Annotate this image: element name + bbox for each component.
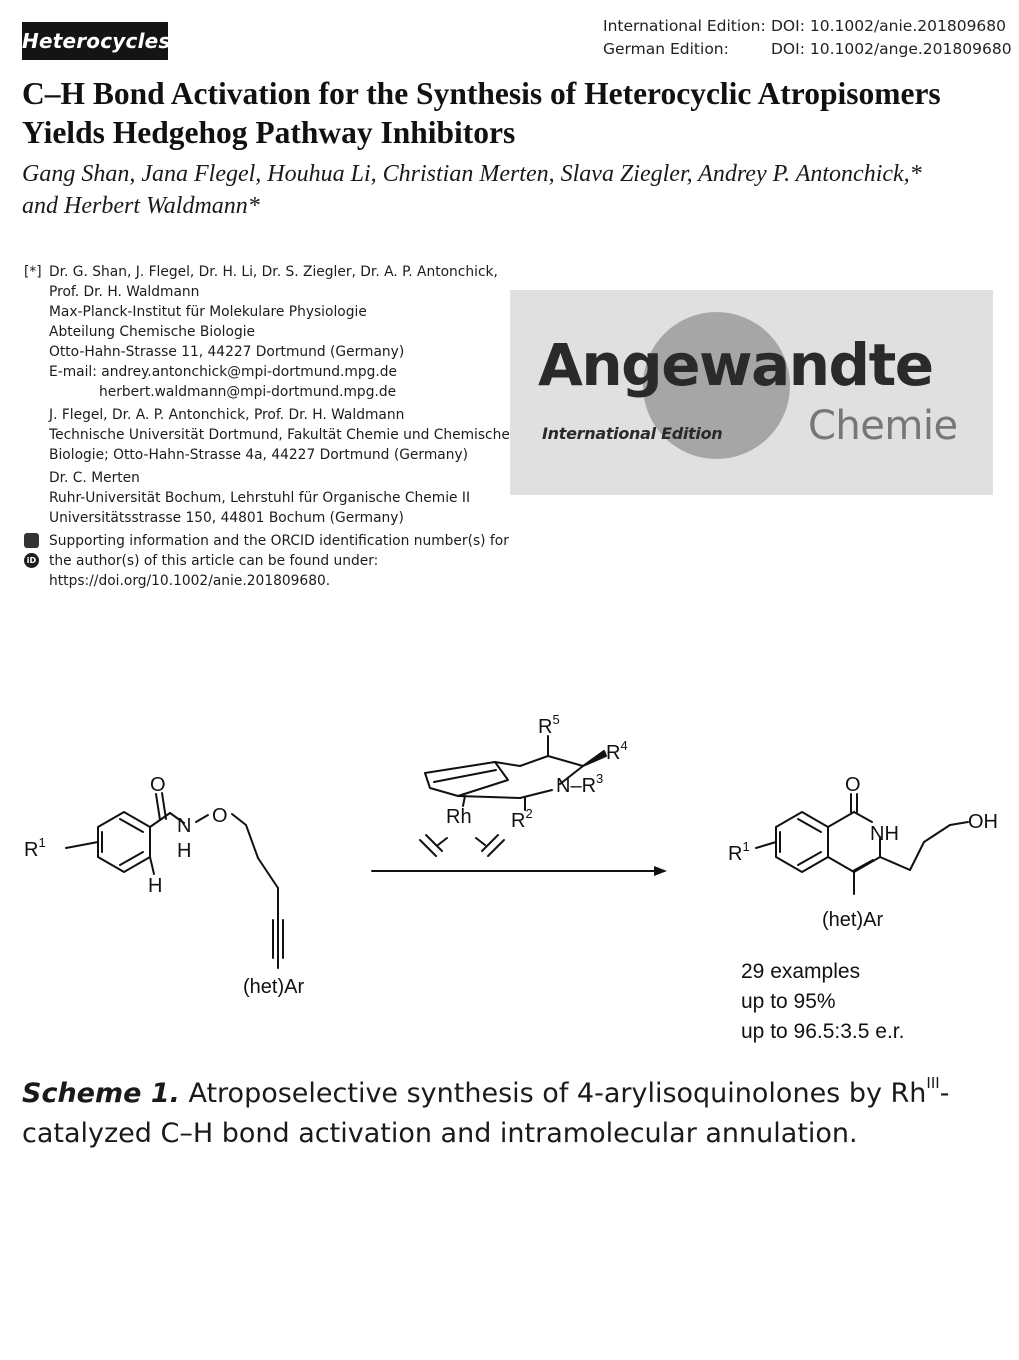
reactant-nh-h: H [177,840,192,862]
doi-german-label: German Edition: [603,40,729,58]
doi-german-value[interactable]: DOI: 10.1002/ange.201809680 [771,40,1012,58]
r-label: R [728,843,743,865]
r-label: R [538,716,553,738]
affiliation-line: Ruhr-Universität Bochum, Lehrstuhl für Organische Chemie II [49,490,471,506]
author-line: and Herbert Waldmann* [22,193,260,219]
affiliations [24,262,514,591]
result-yield: up to 95% [741,990,836,1013]
catalyst-r2 [511,806,533,832]
doi-intl-label: International Edition: [603,17,766,35]
catalyst-nr3 [556,771,603,797]
catalyst-r5 [538,712,560,738]
title-line: Yields Hedgehog Pathway Inhibitors [22,115,516,150]
r-superscript: 5 [552,712,560,727]
product-het-ar: (het)Ar [822,909,884,931]
reactant-carbonyl-o: O [150,774,166,796]
reaction-scheme [0,680,1019,1060]
result-examples: 29 examples [741,960,861,983]
affiliation-line: Prof. Dr. H. Waldmann [49,284,200,300]
r-superscript: 2 [525,806,533,821]
email-link[interactable]: E-mail: andrey.antonchick@mpi-dortmund.mpg.de [49,364,397,380]
caption-line [22,1074,1007,1114]
logo-edition: International Edition [542,424,723,443]
title-line: C–H Bond Activation for the Synthesis of Heterocyclic Atropisomers [22,76,941,111]
catalyst-r4 [606,738,628,764]
r-label: R [606,742,621,764]
product-nh: NH [870,823,899,845]
r-label: R [511,810,526,832]
affiliation-line: Dr. G. Shan, J. Flegel, Dr. H. Li, Dr. S. Ziegler, Dr. A. P. Antonchick, [49,264,498,280]
affiliation-line: Dr. C. Merten [49,470,140,486]
logo-word-chemie: Chemie [808,403,958,449]
caption-hyphen: - [939,1078,950,1109]
affiliation-line: Max-Planck-Institut für Molekulare Physiologie [49,304,367,320]
catalyst-rh: Rh [446,806,472,828]
author-line: Gang Shan, Jana Flegel, Houhua Li, Christian Merten, Slava Ziegler, Andrey P. Antonchick,* [22,161,922,187]
result-er: up to 96.5:3.5 e.r. [741,1020,905,1043]
affiliation-line: Otto-Hahn-Strasse 11, 44227 Dortmund (Germany) [49,344,405,360]
scheme-caption [22,1074,1007,1154]
supporting-link[interactable]: https://doi.org/10.1002/anie.201809680. [49,573,331,589]
r-superscript: 4 [620,738,628,753]
logo-word-angewandte: Angewandte [538,331,933,399]
r-superscript: 3 [596,771,604,786]
product-oh: OH [968,811,998,833]
doi-intl-value[interactable]: DOI: 10.1002/anie.201809680 [771,17,1007,35]
affiliation-line: J. Flegel, Dr. A. P. Antonchick, Prof. Dr. H. Waldmann [49,407,405,423]
email-link[interactable]: herbert.waldmann@mpi-dortmund.mpg.de [99,384,397,400]
reactant-het-ar: (het)Ar [243,976,305,998]
caption-line: catalyzed C–H bond activation and intramolecular annulation. [22,1118,858,1149]
affiliation-line: Universitätsstrasse 150, 44801 Bochum (Germany) [49,510,404,526]
caption-superscript: III [926,1074,940,1092]
r-superscript: 1 [742,839,750,854]
reactant-ether-o: O [212,805,228,827]
affiliation-line: Technische Universität Dortmund, Fakultät Chemie und Chemische [49,427,510,443]
affiliation-line: Abteilung Chemische Biologie [49,324,256,340]
author-list [22,158,1007,222]
product-r1 [728,839,750,865]
product-carbonyl-o: O [845,774,861,796]
supporting-line: Supporting information and the ORCID identification number(s) for [49,533,509,549]
nr-label: N–R [556,775,597,797]
r-superscript: 1 [38,835,46,850]
reactant-h: H [148,875,163,897]
caption-label: Scheme 1. [22,1078,180,1109]
product-benzo-ring [776,812,828,872]
caption-text: Atroposelective synthesis of 4-arylisoquinolones by Rh [179,1078,927,1109]
article-title [22,74,1007,152]
orcid-icon: iD [24,553,39,568]
supporting-info-icon [24,533,39,548]
reactant-n: N [177,815,192,837]
section-tag: Heterocycles [22,22,168,60]
reactant-r1 [24,835,46,861]
r-label: R [24,839,39,861]
supporting-line: the author(s) of this article can be found under: [49,553,379,569]
reactant-benzene-ring [98,812,150,872]
journal-logo [510,290,993,495]
affiliation-line: Biologie; Otto-Hahn-Strasse 4a, 44227 Dortmund (Germany) [49,447,468,463]
affiliation-marker: [*] [24,264,42,280]
